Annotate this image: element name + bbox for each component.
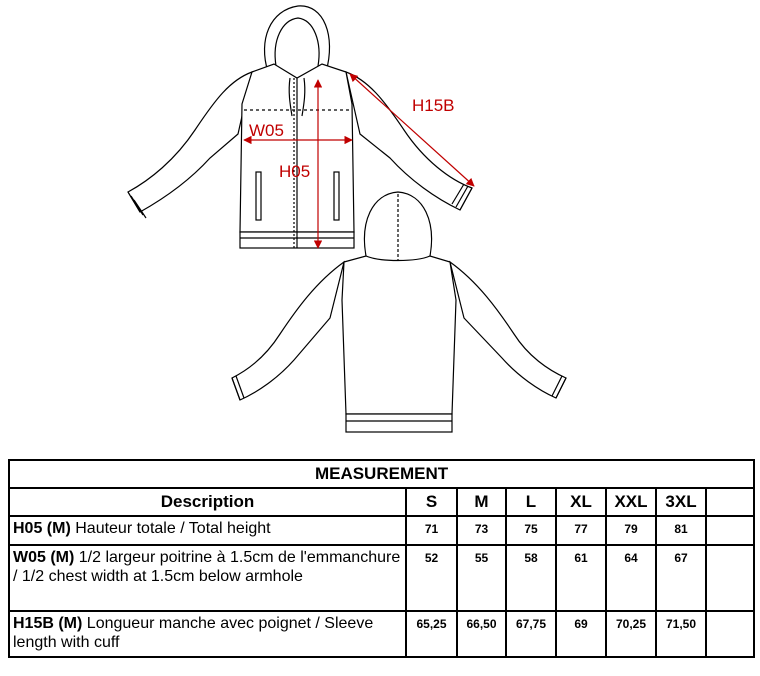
- table-cell: 79: [606, 516, 656, 545]
- table-cell: 67,75: [506, 611, 556, 657]
- dim-label-height: H05: [279, 162, 311, 181]
- table-row: [9, 516, 754, 545]
- size-header-row: [9, 488, 754, 516]
- empty-column: [706, 488, 754, 516]
- dim-label-sleeve: H15B: [412, 96, 455, 115]
- table-cell: 71,50: [656, 611, 706, 657]
- table-row: [9, 545, 754, 611]
- empty-cell: [706, 611, 754, 657]
- table-cell: 81: [656, 516, 706, 545]
- size-header: L: [506, 488, 556, 516]
- size-header: XXL: [606, 488, 656, 516]
- table-row: [9, 611, 754, 657]
- table-cell: 66,50: [457, 611, 506, 657]
- row-description: [9, 516, 406, 545]
- table-cell: 55: [457, 545, 506, 611]
- table-cell: 73: [457, 516, 506, 545]
- empty-cell: [706, 516, 754, 545]
- table-cell: 69: [556, 611, 606, 657]
- row-text: 1/2 largeur poitrine à 1.5cm de l'emmanchure / 1/2 chest width at 1.5cm below armhole: [13, 549, 401, 585]
- table-cell: 65,25: [406, 611, 457, 657]
- size-header: S: [406, 488, 457, 516]
- description-header: Description: [9, 488, 406, 516]
- table-cell: 52: [406, 545, 457, 611]
- row-code: H05 (M): [13, 520, 71, 537]
- table-cell: 61: [556, 545, 606, 611]
- empty-cell: [706, 545, 754, 611]
- size-header: 3XL: [656, 488, 706, 516]
- table-cell: 77: [556, 516, 606, 545]
- row-code: W05 (M): [13, 549, 75, 566]
- table-cell: 71: [406, 516, 457, 545]
- measurement-table: [8, 459, 755, 658]
- size-header: M: [457, 488, 506, 516]
- row-text: Longueur manche avec poignet / Sleeve length with cuff: [13, 615, 374, 651]
- row-description: [9, 545, 406, 611]
- row-description: [9, 611, 406, 657]
- table-cell: 70,25: [606, 611, 656, 657]
- table-cell: 64: [606, 545, 656, 611]
- table-cell: 58: [506, 545, 556, 611]
- table-cell: 67: [656, 545, 706, 611]
- table-cell: 75: [506, 516, 556, 545]
- row-code: H15B (M): [13, 615, 83, 632]
- size-header: XL: [556, 488, 606, 516]
- table-title: MEASUREMENT: [9, 460, 754, 488]
- row-text: Hauteur totale / Total height: [75, 520, 271, 537]
- dim-label-chest: W05: [249, 121, 284, 140]
